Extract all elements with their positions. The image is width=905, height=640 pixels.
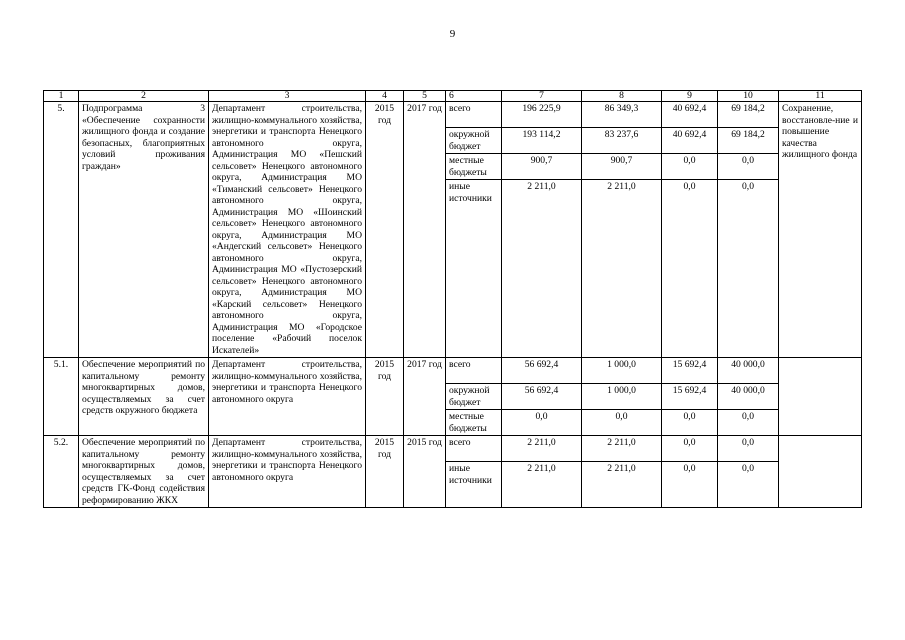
value-2015: 900,7 bbox=[582, 154, 661, 180]
value-2015: 1 000,0 bbox=[582, 384, 661, 410]
table-row bbox=[44, 358, 862, 436]
value-2016: 0,0 bbox=[683, 463, 696, 474]
header-cell: 9 bbox=[662, 91, 718, 102]
table-row bbox=[44, 436, 862, 508]
source-label-column bbox=[446, 436, 502, 508]
value-2017: 0,0 bbox=[742, 463, 754, 474]
measure-name: Обеспечение мероприятий по капитальному ремонту многоквартирных домов, осуществляемых за счет средств ГК-Фонд содействия реформированию ЖКХ bbox=[79, 436, 209, 508]
value-2016: 40 692,4 bbox=[662, 102, 717, 128]
value-2015: 2 211,0 bbox=[582, 436, 661, 462]
row-number: 5. bbox=[44, 102, 79, 358]
start-year: 2015 год bbox=[366, 358, 404, 436]
value-total: 2 211,0 bbox=[527, 463, 556, 474]
measure-name: Подпрограмма 3 «Обеспечение сохранности жилищного фонда и создание безопасных, благоприятных условий проживания граждан» bbox=[79, 102, 209, 358]
start-year: 2015 год bbox=[366, 436, 404, 508]
value-2015-column bbox=[582, 102, 662, 358]
value-2016: 0,0 bbox=[662, 154, 717, 180]
program-table bbox=[43, 90, 862, 508]
value-2017: 40 000,0 bbox=[718, 384, 778, 410]
value-2015: 0,0 bbox=[615, 411, 628, 422]
value-2017: 0,0 bbox=[718, 154, 778, 180]
value-total-column bbox=[502, 102, 582, 358]
executor: Департамент строительства, жилищно-коммунального хозяйства, энергетики и транспорта Ненецкого автономного округа bbox=[209, 436, 366, 508]
value-2016-column bbox=[662, 102, 718, 358]
value-2015: 83 237,6 bbox=[582, 128, 661, 154]
header-cell: 5 bbox=[404, 91, 446, 102]
source-label: иные источники bbox=[449, 181, 492, 204]
header-cell: 2 bbox=[79, 91, 209, 102]
value-2016: 0,0 bbox=[683, 181, 696, 192]
value-2015-column bbox=[582, 358, 662, 436]
value-2017: 69 184,2 bbox=[718, 128, 778, 154]
value-2017-column bbox=[718, 358, 779, 436]
value-2016: 0,0 bbox=[662, 436, 717, 462]
source-label: окружной бюджет bbox=[446, 384, 501, 410]
value-2016-column bbox=[662, 436, 718, 508]
value-2015: 86 349,3 bbox=[582, 102, 661, 128]
value-total: 56 692,4 bbox=[502, 384, 581, 410]
expected-result bbox=[779, 358, 862, 436]
value-total-column bbox=[502, 436, 582, 508]
header-cell: 10 bbox=[718, 91, 779, 102]
value-total: 900,7 bbox=[502, 154, 581, 180]
value-total: 2 211,0 bbox=[502, 436, 581, 462]
value-2017: 0,0 bbox=[718, 436, 778, 462]
source-label: всего bbox=[446, 102, 501, 128]
source-label: иные источники bbox=[449, 463, 492, 486]
value-2017: 0,0 bbox=[742, 411, 754, 422]
executor: Департамент строительства, жилищно-коммунального хозяйства, энергетики и транспорта Ненецкого автономного округа, Администрация МО «Пешский сельсовет» Ненецкого автономного округа, Администрация МО «Тиманский сельсовет» Ненецкого автономного округа, Администрация МО «Шоинский сельсовет» Ненецкого автономного округа, Администрация МО «Андегский сельсовет» Ненецкого автономного округа, Администрация МО «Пустозерский сельсовет» Ненецкого автономного округа, Администрация МО «Карский сельсовет» Ненецкого автономного округа, Администрация МО «Городское поселение «Рабочий поселок Искателей» bbox=[209, 102, 366, 358]
source-label: местные бюджеты bbox=[446, 154, 501, 180]
value-2015: 1 000,0 bbox=[582, 358, 661, 384]
end-year: 2017 год bbox=[404, 358, 446, 436]
end-year: 2017 год bbox=[404, 102, 446, 358]
value-total: 2 211,0 bbox=[527, 181, 556, 192]
header-cell: 1 bbox=[44, 91, 79, 102]
value-2015: 2 211,0 bbox=[607, 463, 636, 474]
value-2016: 40 692,4 bbox=[662, 128, 717, 154]
value-total: 56 692,4 bbox=[502, 358, 581, 384]
executor: Департамент строительства, жилищно-коммунального хозяйства, энергетики и транспорта Ненецкого автономного округа bbox=[209, 358, 366, 436]
header-cell: 4 bbox=[366, 91, 404, 102]
value-2016: 15 692,4 bbox=[662, 358, 717, 384]
value-total: 0,0 bbox=[535, 411, 548, 422]
source-label: местные бюджеты bbox=[449, 411, 487, 434]
end-year: 2015 год bbox=[404, 436, 446, 508]
header-row bbox=[44, 91, 862, 102]
source-label: всего bbox=[446, 436, 501, 462]
source-label-column bbox=[446, 358, 502, 436]
start-year: 2015 год bbox=[366, 102, 404, 358]
header-cell: 8 bbox=[582, 91, 662, 102]
measure-name: Обеспечение мероприятий по капитальному ремонту многоквартирных домов, осуществляемых за счет средств окружного бюджета bbox=[79, 358, 209, 436]
value-2016-column bbox=[662, 358, 718, 436]
value-total-column bbox=[502, 358, 582, 436]
source-label: окружной бюджет bbox=[446, 128, 501, 154]
table-row bbox=[44, 102, 862, 358]
row-number: 5.1. bbox=[44, 358, 79, 436]
header-cell: 11 bbox=[779, 91, 862, 102]
row-number: 5.2. bbox=[44, 436, 79, 508]
value-total: 196 225,9 bbox=[502, 102, 581, 128]
value-2017: 69 184,2 bbox=[718, 102, 778, 128]
value-total: 193 114,2 bbox=[502, 128, 581, 154]
header-cell: 6 bbox=[446, 91, 502, 102]
expected-result bbox=[779, 436, 862, 508]
value-2017-column bbox=[718, 436, 779, 508]
value-2017: 40 000,0 bbox=[718, 358, 778, 384]
value-2016: 15 692,4 bbox=[662, 384, 717, 410]
header-cell: 3 bbox=[209, 91, 366, 102]
source-label: всего bbox=[446, 358, 501, 384]
value-2017: 0,0 bbox=[742, 181, 754, 192]
value-2017-column bbox=[718, 102, 779, 358]
value-2016: 0,0 bbox=[683, 411, 696, 422]
expected-result: Сохранение, восстановле-ние и повышение качества жилищного фонда bbox=[779, 102, 862, 358]
source-label-column bbox=[446, 102, 502, 358]
page-number: 9 bbox=[449, 28, 456, 40]
header-cell: 7 bbox=[502, 91, 582, 102]
value-2015-column bbox=[582, 436, 662, 508]
value-2015: 2 211,0 bbox=[607, 181, 636, 192]
